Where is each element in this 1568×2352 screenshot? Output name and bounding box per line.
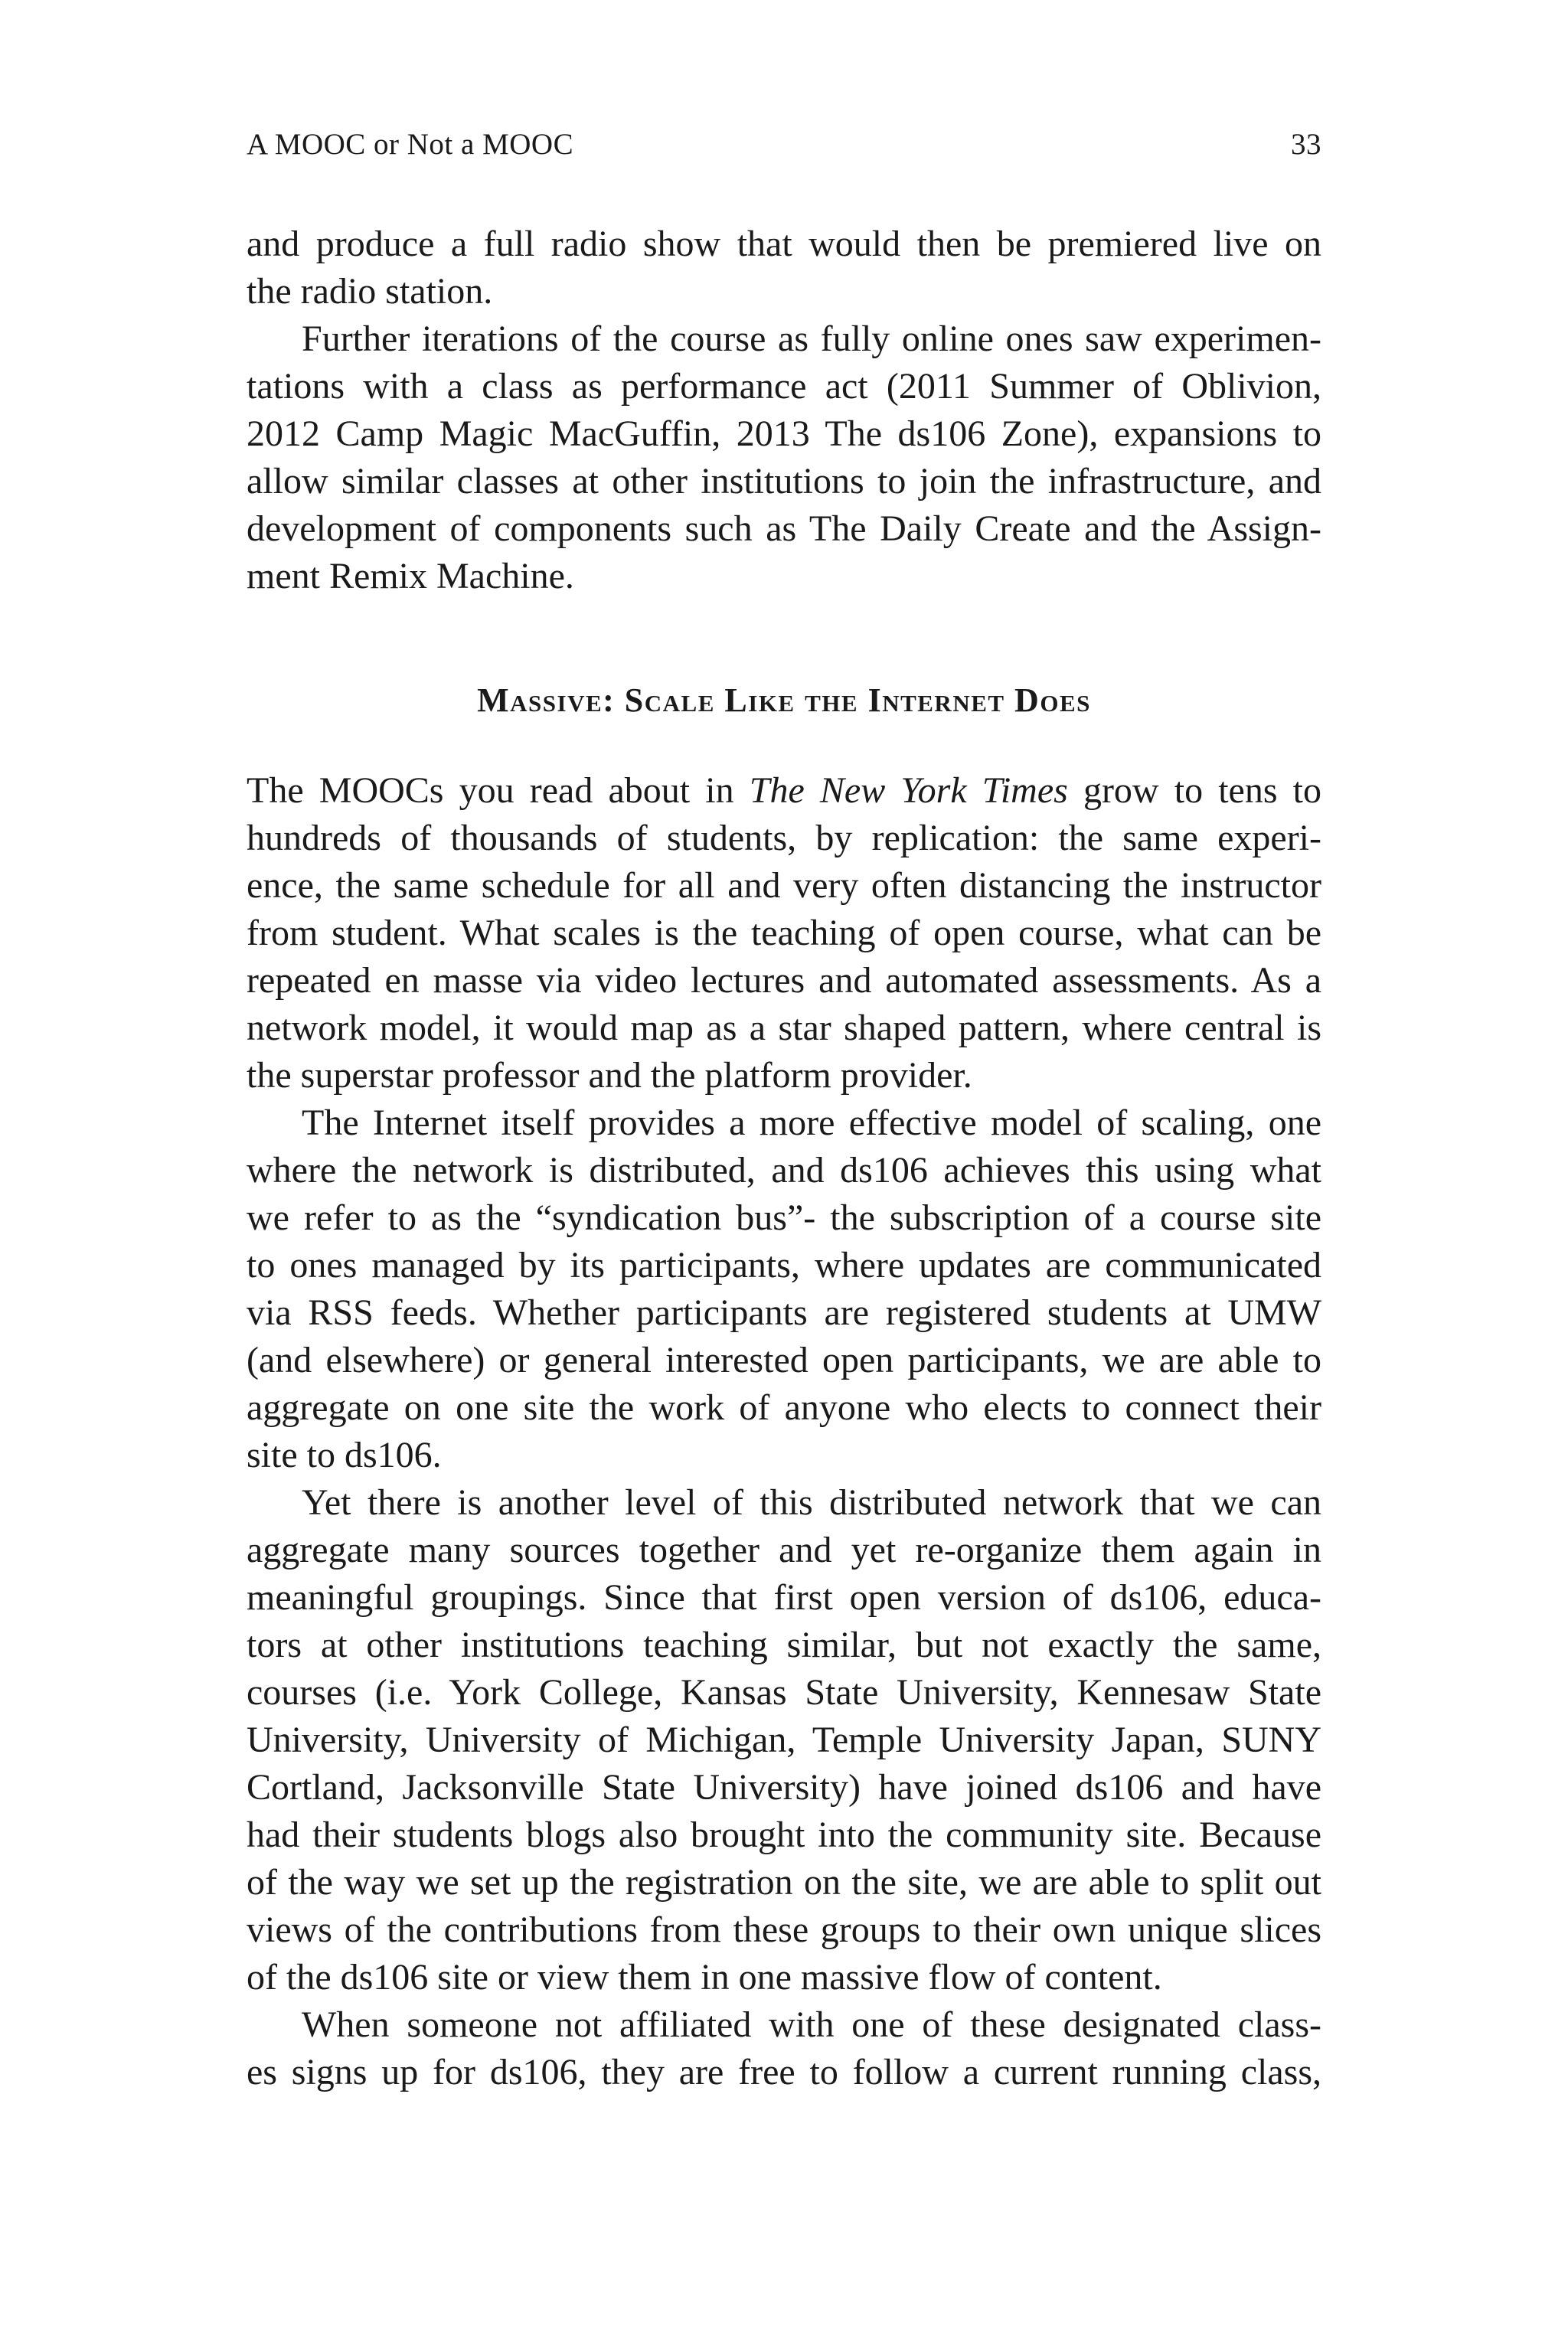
text-line: site to ds106.	[247, 1435, 442, 1475]
text-line: to ones managed by its participants, where updates are communicated	[247, 1245, 1321, 1285]
text-line: meaningful groupings. Since that first open version of ds106, educa-	[247, 1577, 1321, 1618]
text-line	[247, 767, 1321, 815]
text-line: views of the contributions from these groups to their own unique slices	[247, 1909, 1321, 1950]
text-line: had their students blogs also brought into the community site. Because	[247, 1815, 1321, 1855]
text-line: courses (i.e. York College, Kansas State University, Kennesaw State	[247, 1672, 1321, 1713]
text-line: where the network is distributed, and ds106 achieves this using what	[247, 1150, 1321, 1191]
text-line: ence, the same schedule for all and very often distancing the instructor	[247, 865, 1321, 906]
text-line: ment Remix Machine.	[247, 556, 574, 596]
text-line: from student. What scales is the teaching of open course, what can be	[247, 913, 1321, 953]
text-run: The MOOCs you read about in	[247, 770, 750, 811]
text-line: es signs up for ds106, they are free to follow a current running class,	[247, 2052, 1321, 2092]
text-line: University, University of Michigan, Temple University Japan, SUNY	[247, 1720, 1321, 1760]
text-line: When someone not affiliated with one of these designated class-	[302, 2004, 1321, 2045]
text-line: Cortland, Jacksonville State University) have joined ds106 and have	[247, 1767, 1321, 1808]
text-line: we refer to as the “syndication bus”- the subscription of a course site	[247, 1197, 1321, 1238]
text-line: the superstar professor and the platform provider.	[247, 1055, 972, 1096]
text-line: Further iterations of the course as fully online ones saw experimen-	[302, 318, 1321, 359]
text-line: aggregate many sources together and yet re-organize them again in	[247, 1530, 1321, 1570]
text-line: of the way we set up the registration on the site, we are able to split out	[247, 1862, 1321, 1903]
text-line: allow similar classes at other institutions to join the infrastructure, and	[247, 461, 1321, 501]
section-heading: Massive: Scale Like the Internet Does	[477, 681, 1091, 719]
text-line: tations with a class as performance act (2011 Summer of Oblivion,	[247, 366, 1321, 407]
running-head-title: A MOOC or Not a MOOC	[247, 128, 574, 161]
text-line: Yet there is another level of this distributed network that we can	[302, 1482, 1321, 1523]
text-line: 2012 Camp Magic MacGuffin, 2013 The ds106 Zone), expansions to	[247, 413, 1321, 454]
text-line: the radio station.	[247, 271, 493, 312]
running-head	[247, 127, 1321, 167]
text-line: (and elsewhere) or general interested open participants, we are able to	[247, 1340, 1321, 1380]
text-line: hundreds of thousands of students, by replication: the same experi-	[247, 818, 1321, 858]
text-line: repeated en masse via video lectures and automated assessments. As a	[247, 960, 1321, 1001]
text-run: grow to tens to	[1067, 770, 1321, 811]
text-line: and produce a full radio show that would then be premiered live on	[247, 224, 1321, 264]
text-line: network model, it would map as a star shaped pattern, where central is	[247, 1008, 1321, 1048]
text-line: aggregate on one site the work of anyone who elects to connect their	[247, 1387, 1321, 1428]
publication-title: The New York Times	[749, 770, 1068, 811]
text-line: The Internet itself provides a more effective model of scaling, one	[302, 1102, 1321, 1143]
page-number: 33	[1291, 128, 1321, 161]
text-line: via RSS feeds. Whether participants are registered students at UMW	[247, 1292, 1321, 1333]
text-line: of the ds106 site or view them in one massive flow of content.	[247, 1957, 1162, 1998]
body-text	[247, 220, 1321, 2096]
text-line: tors at other institutions teaching similar, but not exactly the same,	[247, 1625, 1321, 1665]
text-line: development of components such as The Daily Create and the Assign-	[247, 508, 1321, 549]
